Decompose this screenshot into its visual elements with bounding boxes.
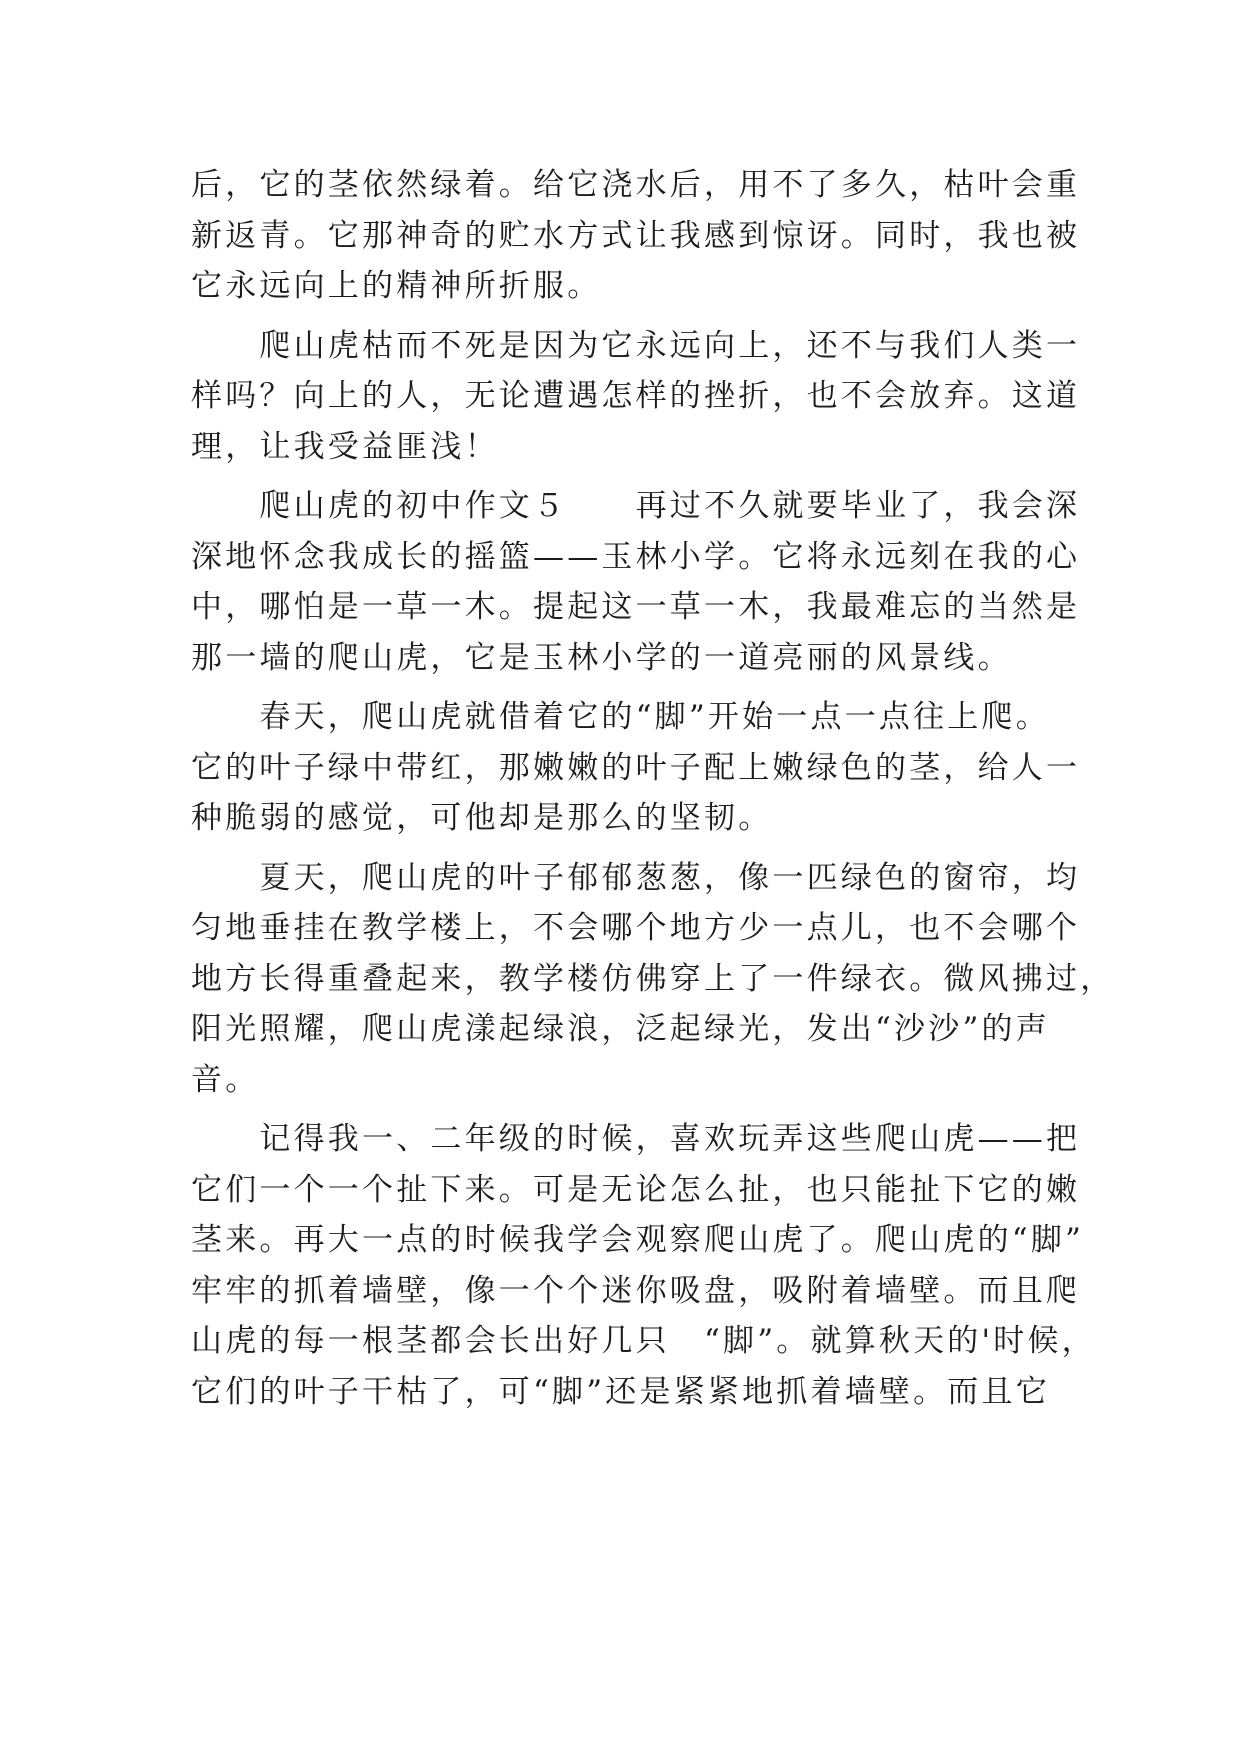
paragraph-gap <box>191 472 1051 481</box>
paragraph-gap <box>191 1105 1051 1114</box>
text-line: 音。 <box>191 1061 260 1098</box>
text-line: 深地怀念我成长的摇篮——玉林小学。它将永远刻在我的心 <box>191 538 1081 575</box>
text-line: 样吗？向上的人，无论遭遇怎样的挫折，也不会放弃。这道 <box>191 378 1081 414</box>
essay-text <box>191 160 1115 1417</box>
text-line: 它的叶子绿中带红，那嫩嫩的叶子配上嫩绿色的茎，给人一 <box>191 749 1081 786</box>
text-line: 爬山虎的初中作文５ 再过不久就要毕业了，我会深 <box>191 488 1081 524</box>
text-line: 记得我一、二年级的时候，喜欢玩弄这些爬山虎——把 <box>191 1121 1081 1157</box>
text-line: 那一墙的爬山虎，它是玉林小学的一道亮丽的风景线。 <box>191 639 1012 676</box>
text-line: 地方长得重叠起来，教学楼仿佛穿上了一件绿衣。微风拂过， <box>191 960 1115 997</box>
text-line: 它永远向上的精神所折服。 <box>191 268 602 304</box>
text-line: 夏天，爬山虎的叶子郁郁葱葱，像一匹绿色的窗帘，均 <box>191 859 1081 896</box>
paragraph-gap <box>191 312 1051 321</box>
text-line: 中，哪怕是一草一木。提起这一草一木，我最难忘的当然是 <box>191 589 1081 625</box>
text-line: 春天，爬山虎就借着它的“脚”开始一点一点往上爬。 <box>191 699 1050 735</box>
text-line: 牢牢的抓着墙壁，像一个个迷你吸盘，吸附着墙壁。而且爬 <box>191 1272 1081 1309</box>
paragraph-gap <box>191 844 1051 853</box>
text-line: 阳光照耀，爬山虎漾起绿浪，泛起绿光，发出“沙沙”的声 <box>191 1011 1050 1047</box>
text-line: 它们的叶子干枯了，可“脚”还是紧紧地抓着墙壁。而且它 <box>191 1373 1050 1410</box>
text-line: 爬山虎枯而不死是因为它永远向上，还不与我们人类一 <box>191 327 1081 364</box>
text-line: 新返青。它那神奇的贮水方式让我感到惊讶。同时，我也被 <box>191 217 1081 254</box>
text-line: 茎来。再大一点的时候我学会观察爬山虎了。爬山虎的“脚” <box>191 1222 1085 1258</box>
text-line: 它们一个一个扯下来。可是无论怎么扯，也只能扯下它的嫩 <box>191 1171 1081 1208</box>
text-line: 匀地垂挂在教学楼上，不会哪个地方少一点儿，也不会哪个 <box>191 910 1081 946</box>
text-line: 后，它的茎依然绿着。给它浇水后，用不了多久，枯叶会重 <box>191 167 1081 203</box>
text-line: 山虎的每一根茎都会长出好几只 “脚”。就算秋天的'时候， <box>191 1323 1096 1359</box>
text-line: 种脆弱的感觉，可他却是那么的坚韧。 <box>191 800 773 836</box>
text-line: 理，让我受益匪浅！ <box>191 428 499 465</box>
paragraph-gap <box>191 683 1051 692</box>
